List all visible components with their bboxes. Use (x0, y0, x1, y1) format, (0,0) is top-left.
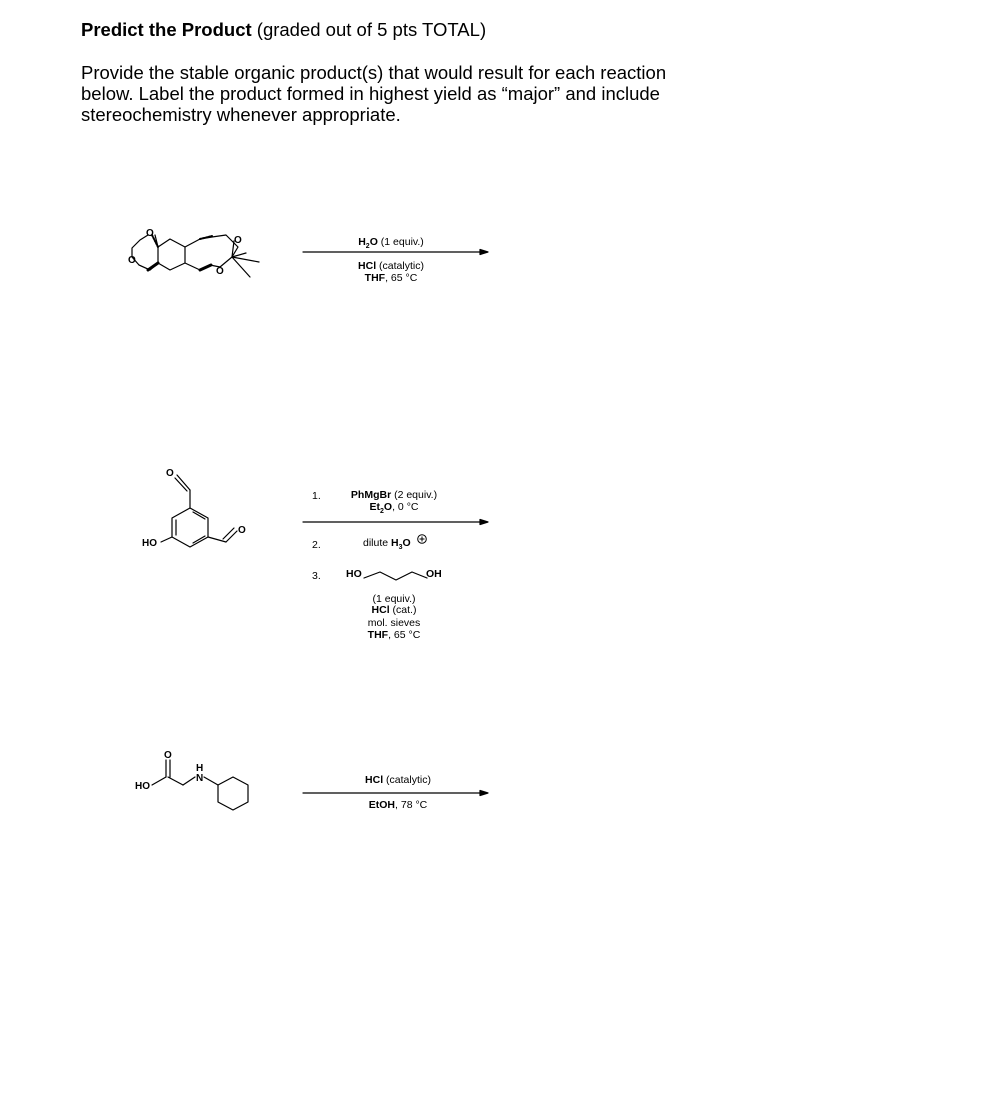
rxn2-step2-reagent: dilute $H_3O$ (363, 537, 411, 552)
instructions-line-1: Provide the stable organic product(s) that would result for each reaction (81, 62, 667, 83)
rxn3-conditions: EtOH, 78 °C (368, 799, 428, 811)
rxn2-step1-conditions: $Et_2O$, 0 °C (369, 501, 419, 516)
rxn2-step3-acid: HCl (cat.) (371, 604, 417, 616)
rxn2-diol (364, 572, 427, 580)
rxn1-conditions: THF, 65 °C (364, 272, 418, 284)
rxn2-atom-o1: O (166, 468, 174, 479)
rxn1-arrowhead (480, 250, 488, 255)
rxn1-reagent-water: $H_2O$ (1 equiv.) (358, 236, 424, 251)
rxn1-atom-o3: O (234, 235, 242, 246)
rxn2-step3-ho: HO (346, 568, 362, 580)
page-title (81, 19, 486, 41)
rxn1-atom-o4: O (216, 266, 224, 277)
rxn3-atom-h: H (196, 763, 204, 774)
rxn2-step3-number: 3. (312, 570, 321, 582)
instructions-line-2: below. Label the product formed in highest yield as “major” and include (81, 83, 660, 104)
rxn2-step1-number: 1. (312, 490, 321, 502)
rxn2-arrowhead (480, 520, 488, 525)
rxn2-atom-o2: O (238, 525, 246, 536)
rxn2-atom-ho: HO (142, 538, 157, 549)
title-rest: (graded out of 5 pts TOTAL) (256, 19, 487, 40)
rxn1-reagent-acid: HCl (catalytic) (358, 260, 424, 272)
oxonium-charge-icon (418, 535, 427, 544)
rxn3-atom-ho: HO (135, 781, 150, 792)
instructions (81, 62, 741, 125)
rxn2-step2-number: 2. (312, 539, 321, 551)
rxn1-atom-o2: O (128, 255, 136, 266)
rxn2-step3-conditions: THF, 65 °C (367, 629, 421, 641)
rxn2-step3-sieves: mol. sieves (367, 617, 421, 629)
title-bold: Predict the Product (81, 19, 252, 40)
rxn3-arrowhead (480, 791, 488, 796)
rxn1-starting-material (132, 235, 259, 277)
rxn2-starting-material (161, 475, 237, 547)
rxn3-atom-o: O (164, 750, 172, 761)
rxn2-step3-oh: OH (426, 568, 442, 580)
rxn3-reagent-acid: HCl (catalytic) (365, 774, 431, 786)
rxn2-step1-reagent: PhMgBr (2 equiv.) (350, 489, 438, 501)
rxn3-atom-n: N (196, 773, 204, 784)
rxn3-starting-material (152, 760, 248, 810)
rxn2-step3-amount: (1 equiv.) (372, 593, 416, 605)
rxn1-atom-o1: O (146, 228, 154, 239)
instructions-line-3: stereochemistry whenever appropriate. (81, 104, 401, 125)
